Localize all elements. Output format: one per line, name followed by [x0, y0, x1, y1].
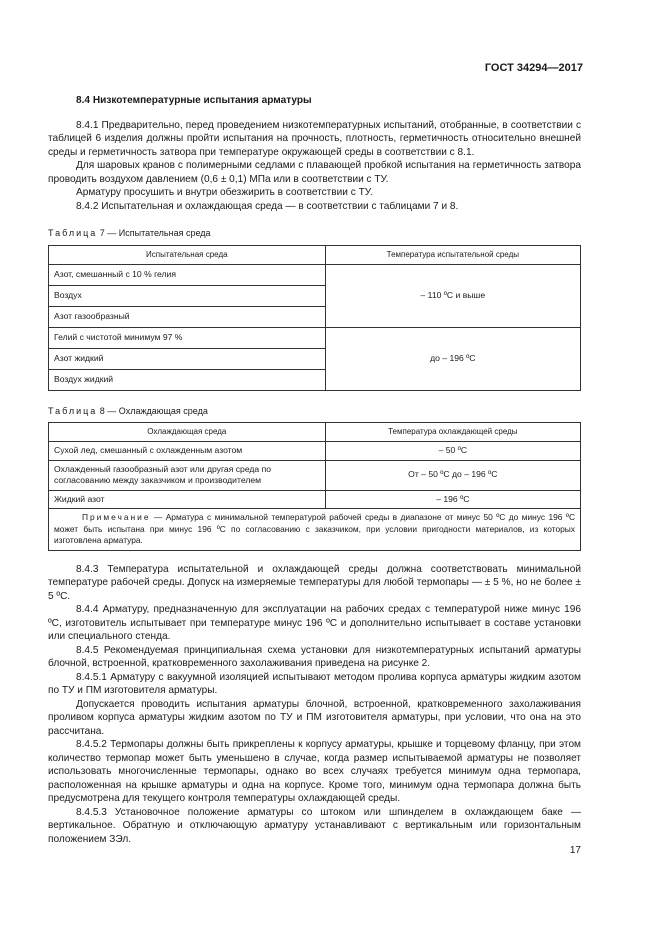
table-row: [49, 327, 581, 348]
note-label: Примечание: [82, 512, 151, 522]
table-header-row: [49, 423, 581, 442]
table7-caption: [48, 227, 581, 241]
table-cell: Охлажденный газообразный азот или другая среда по согласованию между заказчиком и производителем: [49, 460, 326, 490]
paragraph: Допускается проводить испытания арматуры блочной, встроенной, кратковременного захолаживания проливом корпуса арматуры жидким азотом по ТУ и ПМ изготовителя арматуры, при условии, что она на это рассчитана.: [48, 698, 581, 737]
table-cell: Воздух: [49, 285, 326, 306]
table-cell: Сухой лед, смешанный с охлажденным азотом: [49, 442, 326, 461]
paragraph: 8.4.1 Предварительно, перед проведением низкотемпературных испытаний, отобранные, в соответствии с таблицей 6 изделия должны пройти испытания на прочность, плотность, герметичность относительно внешней среды и герметичность затвора при температуре окружающей среды в соответствии с 8.1.: [48, 119, 581, 158]
table-cell: – 50 ºС: [325, 442, 580, 461]
table7-caption-text: 7 — Испытательная среда: [97, 228, 211, 238]
table8-caption-label: Таблица: [48, 405, 98, 416]
section-title: 8.4 Низкотемпературные испытания арматуры: [76, 95, 312, 106]
table-row: [49, 490, 581, 509]
table8-col-temp: Температура охлаждающей среды: [325, 423, 580, 442]
table7-caption-label: Таблица: [48, 228, 98, 238]
note-text: — Арматура с минимальной температурой рабочей среды в диапазоне от минус 50 ºС до минус 196 ºС может быть испытана при минус 196 ºС по согласованию с заказчиком, при условии пригодности материалов, из которых изготовлена арматура.: [54, 512, 575, 545]
paragraph: Для шаровых кранов с полимерными седлами с плавающей пробкой испытания на герметичность затвора проводить воздухом давлением (0,6 ± 0,1) МПа или в соответствии с ТУ.: [48, 160, 581, 185]
standard-header: ГОСТ 34294—2017: [484, 62, 583, 74]
table-cell: – 110 ºС и выше: [325, 264, 580, 327]
table-note-row: [49, 509, 581, 551]
table-note: [49, 509, 581, 551]
table-7: [48, 245, 581, 391]
paragraph: 8.4.3 Температура испытательной и охлаждающей среды должна соответствовать минимальной температуре рабочей среды. Допуск на измеряемые температуры для любой термопары — ± 5 %, но не более ± 5 ºС.: [48, 563, 581, 602]
table-cell: Воздух жидкий: [49, 369, 326, 390]
table7-col-medium: Испытательная среда: [49, 245, 326, 264]
table-cell: Жидкий азот: [49, 490, 326, 509]
table-cell: От – 50 ºС до – 196 ºС: [325, 460, 580, 490]
paragraph: 8.4.2 Испытательная и охлаждающая среда — в соответствии с таблицами 7 и 8.: [76, 200, 459, 212]
table-8: [48, 422, 581, 551]
paragraph: 8.4.5.1 Арматуру с вакуумной изоляцией испытывают методом пролива корпуса арматуры жидким азотом по ТУ и ПМ изготовителя арматуры.: [48, 671, 581, 696]
table-cell: – 196 ºС: [325, 490, 580, 509]
paragraph: Арматуру просушить и внутри обезжирить в соответствии с ТУ.: [76, 187, 373, 198]
table8-caption: [48, 405, 581, 419]
paragraph: 8.4.5.3 Установочное положение арматуры со штоком или шпинделем в охлаждающем баке — вертикальное. Обратную и отключающую арматуру устанавливают с вертикальным или горизонтальным положением ЗЭл.: [48, 806, 581, 845]
table8-caption-text: 8 — Охлаждающая среда: [97, 405, 208, 416]
table7-col-temp: Температура испытательной среды: [325, 245, 580, 264]
paragraph: 8.4.4 Арматуру, предназначенную для эксплуатации на рабочих средах с температурой ниже минус 196 ºС, изготовитель испытывает при температуре минус 196 ºС и дополнительно испытывает в составе установки или специального стенда.: [48, 604, 581, 642]
table-cell: до – 196 ºС: [325, 327, 580, 390]
page-content: [48, 94, 581, 846]
table-row: [49, 460, 581, 490]
paragraph: 8.4.5 Рекомендуемая принципиальная схема установки для низкотемпературных испытаний арматуры блочной, встроенной, кратковременного захолаживания приведена на рисунке 2.: [48, 644, 581, 669]
table-cell: Гелий с чистотой минимум 97 %: [49, 327, 326, 348]
table-cell: Азот, смешанный с 10 % гелия: [49, 264, 326, 285]
table-cell: Азот жидкий: [49, 348, 326, 369]
table-cell: Азот газообразный: [49, 306, 326, 327]
page-number: 17: [569, 845, 581, 856]
paragraph: 8.4.5.2 Термопары должны быть прикреплены к корпусу арматуры, крышке и торцевому фланцу, при этом количество термопар может быть уменьшено в случае, когда размер испытываемой арматуры не позволяет использовать многочисленные термопары, однако во всех случаях требуется минимум одна термопара, расположенная на крышке арматуры и одна на корпусе. Кроме того, минимум одна термопара должна быть предусмотрена для текущего контроля температуры охлаждающей среды.: [48, 739, 581, 804]
table-row: [49, 442, 581, 461]
table-header-row: [49, 245, 581, 264]
table-row: [49, 264, 581, 285]
table8-col-medium: Охлаждающая среда: [49, 423, 326, 442]
